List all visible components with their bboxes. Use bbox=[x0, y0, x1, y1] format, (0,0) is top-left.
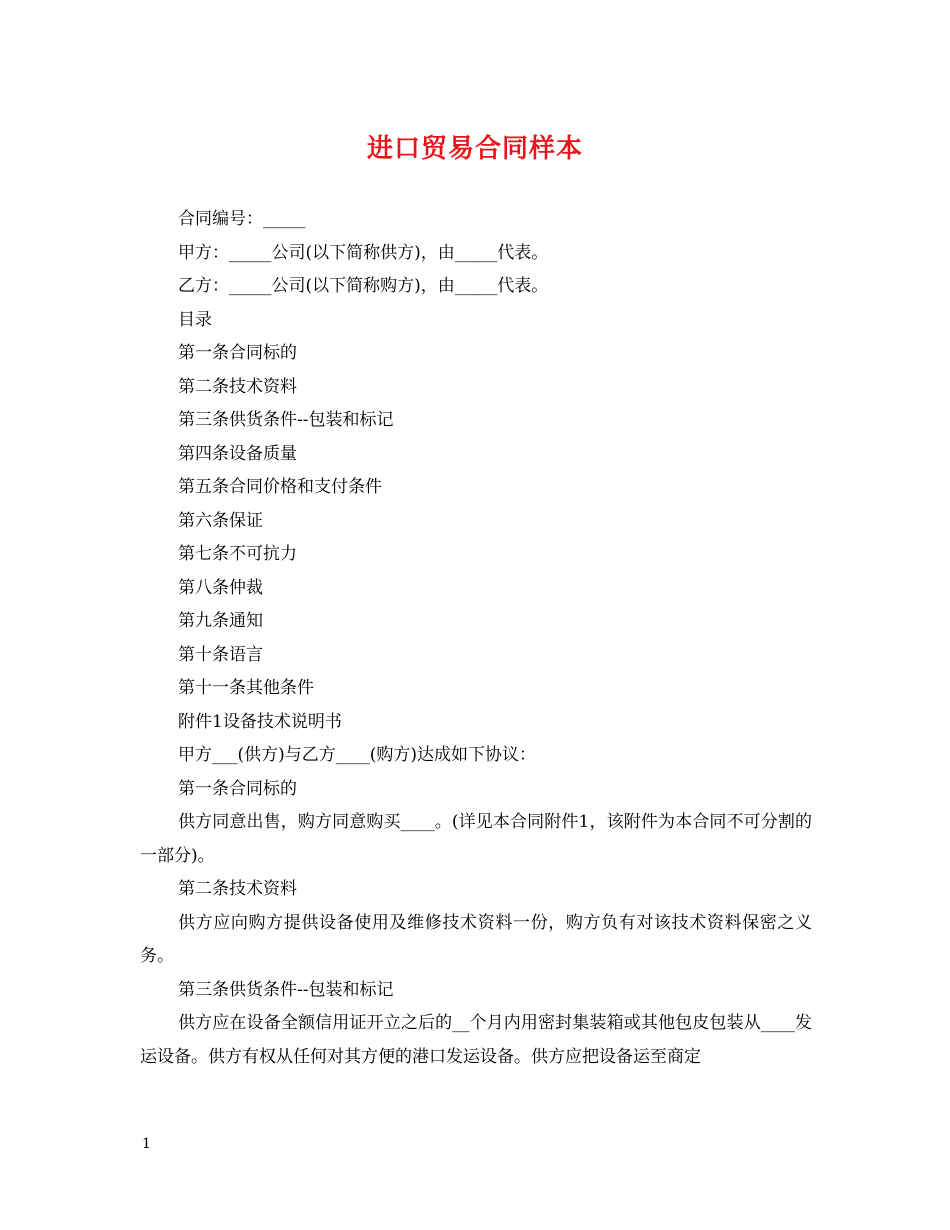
contract-number-line: 合同编号：_____ bbox=[178, 209, 306, 229]
toc-item: 第六条保证 bbox=[178, 510, 263, 531]
toc-item: 第五条合同价格和支付条件 bbox=[178, 477, 382, 497]
article-paragraph: 供方应向购方提供设备使用及维修技术资料一份，购方负有对该技术资料保密之义务。 bbox=[140, 912, 812, 966]
party-a-line: 甲方：_____公司(以下简称供方)，由_____代表。 bbox=[178, 242, 549, 263]
toc-item: 附件1设备技术说明书 bbox=[178, 711, 342, 732]
document-title: 进口贸易合同样本 bbox=[366, 134, 583, 164]
article-heading: 第二条技术资料 bbox=[178, 879, 297, 899]
toc-item: 第一条合同标的 bbox=[178, 343, 297, 363]
toc-item: 第三条供货条件--包装和标记 bbox=[178, 410, 394, 430]
article-heading: 第一条合同标的 bbox=[178, 778, 297, 799]
agreement-intro: 甲方___(供方)与乙方____(购方)达成如下协议： bbox=[178, 745, 537, 765]
article-paragraph: 供方同意出售，购方同意购买____。(详见本合同附件1，该附件为本合同不可分割的一部分)。 bbox=[140, 812, 812, 866]
toc-item: 第四条设备质量 bbox=[178, 443, 297, 464]
toc-item: 第八条仲裁 bbox=[178, 577, 263, 598]
toc-item: 第十条语言 bbox=[178, 644, 263, 665]
article-paragraph: 供方应在设备全额信用证开立之后的__个月内用密封集装箱或其他包皮包装从____发运设备。供方有权从任何对其方便的港口发运设备。供方应把设备运至商定 bbox=[140, 1013, 812, 1067]
toc-item: 第二条技术资料 bbox=[178, 376, 297, 397]
party-b-line: 乙方：_____公司(以下简称购方)，由_____代表。 bbox=[178, 276, 549, 296]
article-heading: 第三条供货条件--包装和标记 bbox=[178, 979, 394, 1000]
document-body bbox=[140, 203, 812, 1074]
toc-item: 第十一条其他条件 bbox=[178, 678, 314, 698]
toc-item: 第七条不可抗力 bbox=[178, 544, 297, 564]
page-number: 1 bbox=[142, 1136, 151, 1152]
toc-heading: 目录 bbox=[178, 309, 212, 330]
toc-item: 第九条通知 bbox=[178, 611, 263, 631]
